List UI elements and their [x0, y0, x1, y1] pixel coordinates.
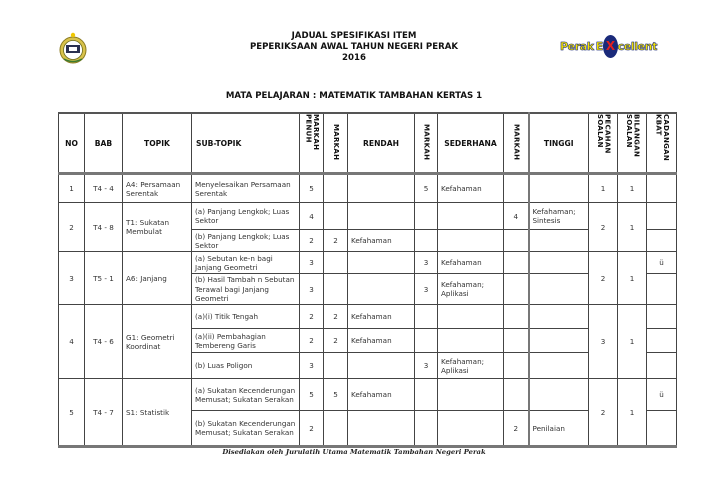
cell-markah-penuh: 4: [300, 203, 324, 230]
cell-cadangan-kbat: [647, 411, 677, 447]
cell-markah-penuh: 3: [300, 274, 324, 305]
cell-markah-penuh: 5: [300, 174, 324, 203]
table-row: [59, 379, 677, 411]
cell-markah-sederhana: 3: [415, 252, 438, 274]
cell-markah-tinggi: [504, 329, 529, 353]
cell-tinggi: [529, 329, 589, 353]
cell-bab: T4 - 6: [85, 305, 123, 379]
cell-rendah: [348, 174, 415, 203]
cell-subtopik: (b) Panjang Lengkok; Luas Sektor: [192, 230, 300, 252]
jpn-perak-crest-icon: [56, 31, 90, 65]
table-body: [59, 174, 677, 447]
header-markah-penuh: [300, 113, 324, 174]
cell-subtopik: (b) Sukatan Kecenderungan Memusat; Sukatan Serakan: [192, 411, 300, 447]
cell-markah-rendah: [324, 203, 348, 230]
cell-markah-penuh: 5: [300, 379, 324, 411]
header-pecahan-soalan: [589, 113, 618, 174]
specification-table: [58, 112, 677, 448]
cell-subtopik: (a)(i) Titik Tengah: [192, 305, 300, 329]
cell-markah-tinggi: [504, 379, 529, 411]
cell-no: 3: [59, 252, 85, 305]
cell-markah-rendah: 5: [324, 379, 348, 411]
cell-cadangan-kbat: [647, 230, 677, 252]
cell-cadangan-kbat: [647, 329, 677, 353]
cell-subtopik: (a) Panjang Lengkok; Luas Sektor: [192, 203, 300, 230]
cell-sederhana: [438, 203, 504, 230]
cell-markah-rendah: [324, 174, 348, 203]
cell-subtopik: (a) Sebutan ke-n bagi Janjang Geometri: [192, 252, 300, 274]
cell-no: 1: [59, 174, 85, 203]
cell-tinggi: [529, 379, 589, 411]
cell-markah-tinggi: [504, 353, 529, 379]
cell-markah-rendah: 2: [324, 305, 348, 329]
cell-topik: A4: Persamaan Serentak: [123, 174, 192, 203]
header-markah-penuh-text: MARKAH PENUH: [304, 114, 320, 151]
cell-bilangan-soalan: 1: [618, 305, 647, 379]
subject-heading: MATA PELAJARAN : MATEMATIK TAMBAHAN KERTAS 1: [225, 91, 483, 101]
cell-bilangan-soalan: 1: [618, 252, 647, 305]
cell-bilangan-soalan: 1: [618, 379, 647, 447]
cell-markah-rendah: 2: [324, 329, 348, 353]
header-cadangan-kbat: [647, 113, 677, 174]
cell-markah-sederhana: [415, 411, 438, 447]
cell-rendah: [348, 353, 415, 379]
cell-markah-tinggi: 2: [504, 411, 529, 447]
header-bilangan-soalan: [618, 113, 647, 174]
cell-topik: G1: Geometri Koordinat: [123, 305, 192, 379]
cell-markah-tinggi: [504, 230, 529, 252]
cell-pecahan-soalan: 3: [589, 305, 618, 379]
cell-pecahan-soalan: 2: [589, 252, 618, 305]
logo-text-perak: Perak: [560, 40, 594, 53]
title-line-1: JADUAL SPESIFIKASI ITEM: [291, 31, 417, 41]
cell-markah-sederhana: [415, 379, 438, 411]
cell-pecahan-soalan: 1: [589, 174, 618, 203]
table-row: [59, 305, 677, 329]
cell-pecahan-soalan: 2: [589, 203, 618, 252]
table-header-row: [59, 113, 677, 174]
cell-tinggi: [529, 305, 589, 329]
cell-markah-rendah: [324, 274, 348, 305]
cell-cadangan-kbat: [647, 203, 677, 230]
cell-tinggi: [529, 174, 589, 203]
cell-bab: T4 - 8: [85, 203, 123, 252]
cell-sederhana: Kefahaman; Aplikasi: [438, 353, 504, 379]
cell-rendah: [348, 274, 415, 305]
cell-markah-sederhana: 3: [415, 353, 438, 379]
cell-subtopik: (b) Luas Poligon: [192, 353, 300, 379]
cell-subtopik: (b) Hasil Tambah n Sebutan Terawal bagi Janjang Geometri: [192, 274, 300, 305]
cell-tinggi: [529, 252, 589, 274]
header-tinggi: TINGGI: [529, 113, 589, 174]
cell-markah-penuh: 2: [300, 230, 324, 252]
cell-cadangan-kbat: [647, 274, 677, 305]
cell-markah-rendah: [324, 353, 348, 379]
cell-markah-sederhana: [415, 305, 438, 329]
cell-markah-sederhana: 3: [415, 274, 438, 305]
cell-markah-sederhana: 5: [415, 174, 438, 203]
header-markah-rendah: [324, 113, 348, 174]
cell-no: 4: [59, 305, 85, 379]
cell-bilangan-soalan: 1: [618, 203, 647, 252]
header-pecahan-soalan-text: PECAHAN SOALAN: [596, 114, 612, 154]
logo-text-x: X: [605, 39, 615, 53]
cell-rendah: [348, 252, 415, 274]
header-rendah: RENDAH: [348, 113, 415, 174]
table-row: [59, 252, 677, 274]
cell-markah-penuh: 2: [300, 305, 324, 329]
title-year: 2016: [342, 53, 366, 63]
cell-tinggi: Penilaian: [529, 411, 589, 447]
cell-markah-penuh: 2: [300, 329, 324, 353]
cell-pecahan-soalan: 2: [589, 379, 618, 447]
cell-markah-rendah: [324, 252, 348, 274]
cell-sederhana: [438, 411, 504, 447]
cell-markah-penuh: 3: [300, 353, 324, 379]
cell-rendah: Kefahaman: [348, 230, 415, 252]
table-row: [59, 203, 677, 230]
cell-markah-tinggi: [504, 274, 529, 305]
logo-x-badge: [603, 35, 618, 58]
cell-markah-penuh: 3: [300, 252, 324, 274]
cell-subtopik: (a) Sukatan Kecenderungan Memusat; Sukatan Serakan: [192, 379, 300, 411]
cell-no: 5: [59, 379, 85, 447]
cell-rendah: Kefahaman: [348, 379, 415, 411]
cell-rendah: [348, 203, 415, 230]
header-markah-tinggi-text: MARKAH: [512, 123, 521, 161]
cell-cadangan-kbat: [647, 305, 677, 329]
title-line-2: PEPERIKSAAN AWAL TAHUN NEGERI PERAK: [249, 42, 459, 52]
header-topik: TOPIK: [123, 113, 192, 174]
cell-tinggi: [529, 274, 589, 305]
cell-subtopik: Menyelesaikan Persamaan Serentak: [192, 174, 300, 203]
cell-cadangan-kbat: ü: [647, 252, 677, 274]
cell-topik: A6: Janjang: [123, 252, 192, 305]
cell-no: 2: [59, 203, 85, 252]
cell-markah-sederhana: [415, 203, 438, 230]
table-row: [59, 174, 677, 203]
cell-markah-sederhana: [415, 230, 438, 252]
cell-rendah: [348, 411, 415, 447]
cell-sederhana: [438, 379, 504, 411]
header-markah-sederhana-text: MARKAH: [422, 123, 431, 161]
cell-markah-tinggi: [504, 252, 529, 274]
cell-sederhana: [438, 329, 504, 353]
footer-credit: Disediakan oleh Jurulatih Utama Matematik Tambahan Negeri Perak: [222, 448, 486, 456]
cell-markah-tinggi: [504, 174, 529, 203]
cell-markah-penuh: 2: [300, 411, 324, 447]
cell-sederhana: Kefahaman: [438, 252, 504, 274]
cell-subtopik: (a)(ii) Pembahagian Tembereng Garis: [192, 329, 300, 353]
cell-rendah: Kefahaman: [348, 329, 415, 353]
cell-markah-tinggi: 4: [504, 203, 529, 230]
cell-bilangan-soalan: 1: [618, 174, 647, 203]
cell-sederhana: Kefahaman: [438, 174, 504, 203]
cell-tinggi: Kefahaman; Sintesis: [529, 203, 589, 230]
cell-sederhana: [438, 230, 504, 252]
perak-excellent-logo: [560, 35, 657, 59]
cell-markah-tinggi: [504, 305, 529, 329]
header-cadangan-kbat-text: CADANGAN KBAT: [654, 114, 670, 162]
header-sederhana: SEDERHANA: [438, 113, 504, 174]
cell-cadangan-kbat: [647, 353, 677, 379]
cell-cadangan-kbat: [647, 174, 677, 203]
logo-text-e: E: [595, 40, 603, 53]
cell-markah-rendah: 2: [324, 230, 348, 252]
header-markah-tinggi: [504, 113, 529, 174]
header-bilangan-soalan-text: BILANGAN SOALAN: [625, 114, 641, 158]
header-markah-sederhana: [415, 113, 438, 174]
header-bab: BAB: [85, 113, 123, 174]
header-subtopik: SUB-TOPIK: [192, 113, 300, 174]
cell-tinggi: [529, 230, 589, 252]
cell-markah-sederhana: [415, 329, 438, 353]
logo-text-cellent: cellent: [617, 40, 657, 53]
cell-bab: T5 - 1: [85, 252, 123, 305]
cell-bab: T4 - 7: [85, 379, 123, 447]
cell-markah-rendah: [324, 411, 348, 447]
cell-topik: S1: Statistik: [123, 379, 192, 447]
document-title: [200, 31, 508, 64]
cell-cadangan-kbat: ü: [647, 379, 677, 411]
cell-bab: T4 - 4: [85, 174, 123, 203]
cell-tinggi: [529, 353, 589, 379]
cell-sederhana: Kefahaman; Aplikasi: [438, 274, 504, 305]
cell-rendah: Kefahaman: [348, 305, 415, 329]
header-no: NO: [59, 113, 85, 174]
cell-sederhana: [438, 305, 504, 329]
header-markah-rendah-text: MARKAH: [332, 123, 341, 161]
cell-topik: T1: Sukatan Membulat: [123, 203, 192, 252]
